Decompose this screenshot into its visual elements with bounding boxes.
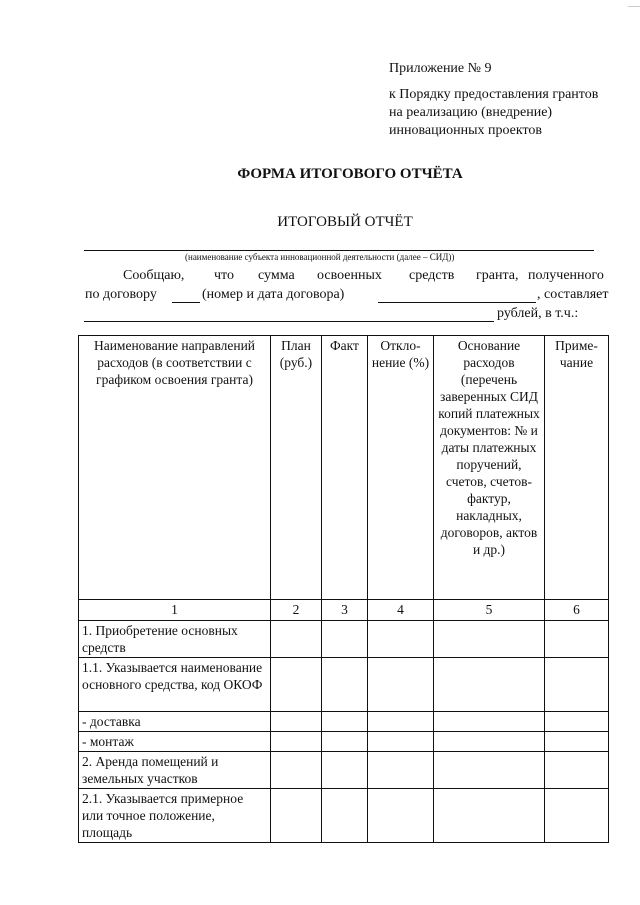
header-cell: Откло-нение (%) bbox=[368, 336, 434, 600]
paragraph-word: что bbox=[214, 268, 234, 283]
table-cell bbox=[545, 752, 609, 789]
appendix-line: к Порядку предоставления грантов bbox=[389, 87, 599, 102]
expense-table bbox=[78, 335, 609, 843]
appendix-number: Приложение № 9 bbox=[389, 61, 492, 76]
amount-blank-line bbox=[378, 302, 536, 303]
table-cell bbox=[545, 789, 609, 843]
row-label: - доставка bbox=[79, 712, 271, 732]
table-cell bbox=[271, 789, 322, 843]
corner-mark: ...... bbox=[628, 0, 640, 9]
table-cell bbox=[271, 732, 322, 752]
paragraph-text: рублей, в т.ч.: bbox=[497, 306, 579, 321]
table-cell bbox=[545, 712, 609, 732]
header-cell: Наименование направлений расходов (в соответствии с графиком освоения гранта) bbox=[79, 336, 271, 600]
row-label: 1.1. Указывается наименование основного средства, код ОКОФ bbox=[79, 658, 271, 712]
table-cell bbox=[545, 732, 609, 752]
column-number: 4 bbox=[368, 600, 434, 621]
row-label: - монтаж bbox=[79, 732, 271, 752]
row-label: 2. Аренда помещений и земельных участков bbox=[79, 752, 271, 789]
table-row bbox=[79, 621, 609, 658]
header-cell: Приме-чание bbox=[545, 336, 609, 600]
column-number: 6 bbox=[545, 600, 609, 621]
paragraph-text: , составляет bbox=[537, 287, 609, 302]
table-cell bbox=[271, 658, 322, 712]
table-cell bbox=[545, 658, 609, 712]
paragraph-word: сумма bbox=[258, 268, 295, 283]
header-cell: План (руб.) bbox=[271, 336, 322, 600]
form-title: ФОРМА ИТОГОВОГО ОТЧЁТА bbox=[237, 166, 463, 182]
table-row bbox=[79, 789, 609, 843]
table-cell bbox=[434, 789, 545, 843]
table-cell bbox=[271, 752, 322, 789]
table-cell bbox=[368, 752, 434, 789]
table-cell bbox=[368, 732, 434, 752]
header-cell: Факт bbox=[322, 336, 368, 600]
column-number: 3 bbox=[322, 600, 368, 621]
table-cell bbox=[434, 712, 545, 732]
paragraph-word: полученного bbox=[528, 268, 604, 283]
subject-caption: (наименование субъекта инновационной деятельности (далее – СИД)) bbox=[185, 252, 455, 262]
column-number: 5 bbox=[434, 600, 545, 621]
table-cell bbox=[322, 789, 368, 843]
table-cell bbox=[368, 712, 434, 732]
header-row bbox=[79, 336, 609, 600]
paragraph-line-2 bbox=[85, 287, 157, 303]
table-cell bbox=[271, 621, 322, 658]
appendix-line: инновационных проектов bbox=[389, 123, 543, 138]
column-number: 2 bbox=[271, 600, 322, 621]
table-cell bbox=[434, 752, 545, 789]
table-row bbox=[79, 712, 609, 732]
amount-words-line bbox=[84, 321, 494, 322]
paragraph-word: гранта, bbox=[476, 268, 519, 283]
contract-caption: (номер и дата договора) bbox=[202, 287, 345, 302]
table-cell bbox=[434, 732, 545, 752]
contract-blank-line bbox=[172, 302, 200, 303]
table-cell bbox=[322, 621, 368, 658]
table-cell bbox=[322, 752, 368, 789]
table-cell bbox=[322, 732, 368, 752]
table-cell bbox=[434, 658, 545, 712]
table-row bbox=[79, 658, 609, 712]
table-cell bbox=[434, 621, 545, 658]
row-label: 2.1. Указывается примерное или точное положение, площадь bbox=[79, 789, 271, 843]
table-row bbox=[79, 752, 609, 789]
table-cell bbox=[368, 658, 434, 712]
paragraph-text: по договору bbox=[85, 287, 157, 302]
table-cell bbox=[322, 712, 368, 732]
appendix-line: на реализацию (внедрение) bbox=[389, 105, 553, 120]
paragraph-word: Сообщаю, bbox=[123, 268, 185, 283]
table-cell bbox=[322, 658, 368, 712]
report-title: ИТОГОВЫЙ ОТЧЁТ bbox=[277, 214, 413, 230]
subject-name-line bbox=[84, 250, 594, 251]
table-row bbox=[79, 732, 609, 752]
table-cell bbox=[368, 621, 434, 658]
paragraph-word: средств bbox=[409, 268, 455, 283]
paragraph-word: освоенных bbox=[317, 268, 382, 283]
table-cell bbox=[368, 789, 434, 843]
row-label: 1. Приобретение основных средств bbox=[79, 621, 271, 658]
column-number-row bbox=[79, 600, 609, 621]
column-number: 1 bbox=[79, 600, 271, 621]
table-cell bbox=[271, 712, 322, 732]
table-cell bbox=[545, 621, 609, 658]
header-cell: Основание расходов (перечень заверенных СИД копий платежных документов: № и даты платежных поручений, счетов, счетов-фактур, накладных, договоров, актов и др.) bbox=[434, 336, 545, 600]
